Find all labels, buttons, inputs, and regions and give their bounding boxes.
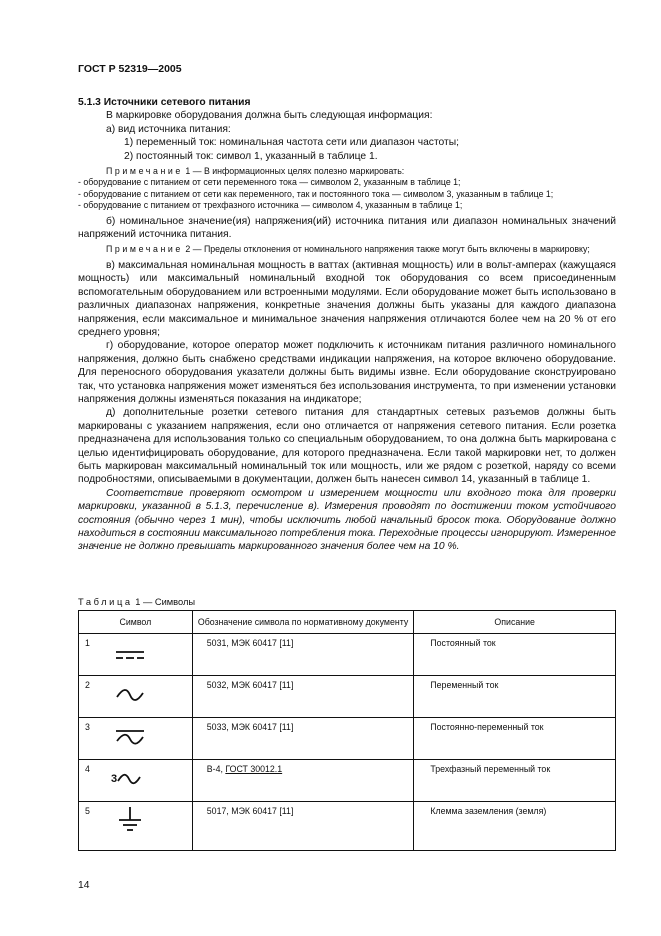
three-phase-ac-icon — [111, 773, 141, 785]
note-1-label: Примечание — [106, 166, 183, 177]
row-desc: Трехфазный переменный ток — [414, 760, 616, 802]
note-1-item: - оборудование с питанием от сети как переменного, так и постоянного тока — символом 3, указанным в таблице 1; — [78, 188, 554, 199]
table-caption-text: 1 — Символы — [132, 597, 196, 607]
row-desc: Переменный ток — [414, 676, 616, 718]
ground-terminal-icon — [117, 806, 143, 836]
note-1 — [78, 166, 616, 212]
row-ref: 5032, МЭК 60417 [11] — [192, 676, 414, 718]
item-d: д) дополнительные розетки сетевого питания для стандартных сетевых разъемов должны быть маркированы с указанием напряжения, если оно отличается от напряжения сетевого питания. Если розетка предназначена для использования только со специальным оборудованием, то она должна быть маркирована с целью идентифицировать оборудование, для которого предназначена. Если такой маркировки нет, то должен быть маркирован максимальный номинальный ток или мощность, или же рядом с розеткой, наряду со всеми подробностями, описываемыми в документации, должен быть нанесен символ 14, указанный в таблице 1. — [78, 407, 616, 486]
row-number: 4 — [85, 764, 90, 774]
table-row — [79, 718, 616, 760]
row-ref: 5033, МЭК 60417 [11] — [192, 718, 414, 760]
row-number: 3 — [85, 722, 90, 732]
note-1-item: - оборудование с питанием от трехфазного источника — символом 4, указанным в таблице 1; — [78, 200, 463, 211]
three-phase-digit: 3 — [111, 773, 118, 785]
note-2-text: 2 — Пределы отклонения от номинального напряжения также могут быть включены в маркировку; — [182, 244, 590, 255]
note-1-text: 1 — В информационных целях полезно маркировать: — [182, 166, 405, 177]
item-v: в) максимальная номинальная мощность в ваттах (активная мощность) или в вольт-амперах (кажущаяся мощность) или максимальный номинальный входной ток оборудования со всем присоединенным вспомогательным оборудованием или встроенными модулями. Если оборудование может быть использовано в различных диапазонах напряжения, конкретные значения должны быть указаны для каждого диапазона напряжения, если максимальное и минимальное значения напряжения отличаются более чем на 20 % от его среднего уровня; — [78, 259, 616, 338]
table-caption — [78, 597, 195, 607]
table-row — [79, 676, 616, 718]
header-designation: Обозначение символа по нормативному документу — [192, 611, 414, 634]
row-number: 2 — [85, 680, 90, 690]
row-ref: 5031, МЭК 60417 [11] — [192, 634, 414, 676]
page-number: 14 — [78, 880, 90, 891]
item-b: б) номинальное значение(ия) напряжения(ий) источника питания или диапазон номинальных значений напряжений источника питания. — [78, 215, 616, 241]
row-desc: Постоянно-переменный ток — [414, 718, 616, 760]
section-intro: В маркировке оборудования должна быть следующая информация: — [106, 110, 433, 122]
row-desc: Постоянный ток — [414, 634, 616, 676]
row-ref-prefix: В-4, — [206, 764, 226, 774]
document-header: ГОСТ Р 52319—2005 — [78, 63, 182, 75]
item-g: г) оборудование, которое оператор может подключить к источникам питания различного номинального напряжения, должно быть снабжено средствами индикации напряжения, на которое включено оборудование. Для переносного оборудования указатели должны быть видимы извне. Если оборудование сконструировано так, что установка напряжения может изменяться без использования инструмента, то при изменении установки напряжения должны изменяться показания на индикаторе; — [78, 340, 616, 405]
gost-link[interactable]: ГОСТ 30012.1 — [225, 764, 283, 774]
row-ref — [192, 760, 414, 802]
item-a2: 2) постоянный ток: символ 1, указанный в таблице 1. — [124, 150, 378, 162]
table-row — [79, 634, 616, 676]
row-number: 1 — [85, 638, 90, 648]
header-description: Описание — [414, 611, 616, 634]
ac-wave-icon — [117, 773, 141, 785]
table-row — [79, 760, 616, 802]
table-row — [79, 802, 616, 851]
ac-symbol-icon — [115, 688, 145, 702]
row-number: 5 — [85, 806, 90, 816]
row-ref: 5017, МЭК 60417 [11] — [192, 802, 414, 851]
section-title: 5.1.3 Источники сетевого питания — [78, 97, 251, 108]
note-2-label: Примечание — [106, 244, 183, 255]
table-header-row — [79, 611, 616, 634]
note-1-item: - оборудование с питанием от сети переменного тока — символом 2, указанным в таблице 1; — [78, 177, 461, 188]
dc-symbol-icon — [115, 648, 145, 662]
symbols-table — [78, 610, 616, 851]
item-a1: 1) переменный ток: номинальная частота сети или диапазон частоты; — [124, 137, 460, 149]
table-caption-label: Таблица — [78, 597, 133, 607]
item-a: а) вид источника питания: — [106, 123, 231, 135]
ac-dc-symbol-icon — [115, 728, 145, 748]
section-body — [78, 96, 616, 554]
compliance-text: Соответствие проверяют осмотром и измерением мощности или входного тока для проверки маркировки, указанной в 5.1.3, перечисление в). Измерения проводят по достижении током устойчивого состояния (обычно через 1 мин), чтобы исключить любой начальный бросок тока. Оборудование должно находиться в состоянии максимального потребления тока. Переходные процессы игнорируют. Измеренное значение не должно превышать маркированного значения более чем на 10 %. — [78, 487, 616, 553]
note-2 — [78, 244, 616, 255]
row-desc: Клемма заземления (земля) — [414, 802, 616, 851]
header-symbol: Символ — [79, 611, 193, 634]
